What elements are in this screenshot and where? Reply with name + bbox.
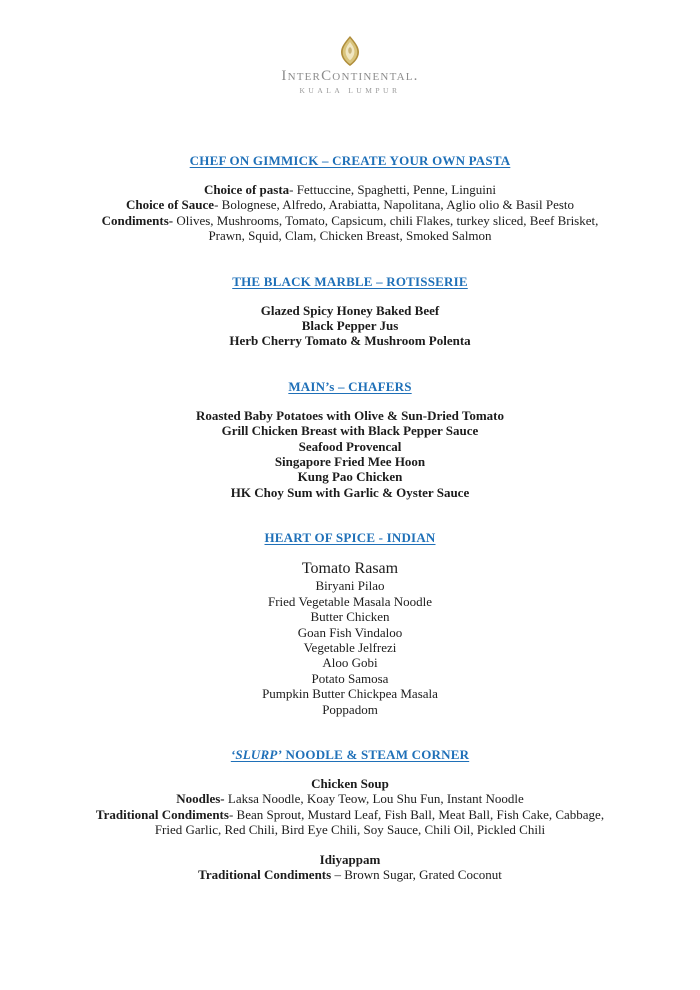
section-header — [50, 747, 650, 762]
section-header — [50, 379, 650, 394]
hotel-logo — [0, 36, 700, 96]
menu-section-black-marble-rotisserie — [50, 274, 650, 349]
menu-text: Goan Fish Vindaloo — [297, 624, 403, 640]
menu-text: Traditional Condiments — [198, 866, 332, 882]
menu-block — [50, 776, 650, 838]
section-header — [50, 530, 650, 545]
menu-section-mains-chafers — [50, 379, 650, 500]
menu-line — [50, 408, 650, 423]
menu-section-chef-on-gimmick — [50, 153, 650, 244]
menu-line — [50, 423, 650, 438]
menu-text: HK Choy Sum with Garlic & Oyster Sauce — [230, 484, 470, 500]
menu-text: Butter Chicken — [310, 609, 390, 625]
menu-text: Roasted Baby Potatoes with Olive & Sun-Dried Tomato — [195, 407, 505, 423]
menu-text: Herb Cherry Tomato & Mushroom Polenta — [229, 333, 471, 349]
menu-text: - Fettuccine, Spaghetti, Penne, Linguini — [289, 182, 497, 197]
menu-line — [50, 454, 650, 469]
menu-line — [50, 822, 650, 837]
menu-line — [50, 197, 650, 212]
menu-text: Noodles- — [176, 791, 225, 807]
menu-line — [50, 686, 650, 701]
menu-line — [50, 213, 650, 228]
menu-text: Potato Samosa — [311, 670, 389, 686]
menu-section-slurp-noodle-steam-corner — [50, 747, 650, 882]
menu-text: – Brown Sugar, Grated Coconut — [331, 866, 502, 882]
menu-line — [50, 485, 650, 500]
menu-text: Pumpkin Butter Chickpea Masala — [262, 686, 438, 702]
menu-line — [50, 702, 650, 717]
menu-section-heart-of-spice-indian — [50, 530, 650, 717]
menu-text: Vegetable Jelfrezi — [303, 639, 397, 655]
menu-block — [50, 559, 650, 717]
menu-line — [50, 609, 650, 624]
menu-text: Fried Garlic, Red Chili, Bird Eye Chili, Soy Sauce, Chili Oil, Pickled Chili — [154, 822, 546, 838]
menu-text: Prawn, Squid, Clam, Chicken Breast, Smoked Salmon — [208, 228, 492, 244]
menu-line — [50, 625, 650, 640]
menu-line — [50, 867, 650, 882]
menu-text: Tomato Rasam — [301, 560, 399, 578]
menu-text: - Bolognese, Alfredo, Arabiatta, Napolitana, Aglio olio & Basil Pesto — [214, 197, 575, 213]
menu-text: Biryani Pilao — [315, 578, 385, 594]
menu-line — [50, 852, 650, 867]
menu-line — [50, 578, 650, 593]
menu-text: Poppadom — [322, 701, 378, 717]
menu-text: - Bean Sprout, Mustard Leaf, Fish Ball, Meat Ball, Fish Cake, Cabbage, — [228, 806, 605, 822]
menu-line — [50, 559, 650, 578]
section-header-text: NOODLE & STEAM CORNER — [282, 746, 470, 762]
menu-text: Fried Vegetable Masala Noodle — [267, 593, 433, 609]
section-header — [50, 274, 650, 289]
menu-line — [50, 655, 650, 670]
menu-line — [50, 333, 650, 348]
menu-line — [50, 791, 650, 806]
menu-block — [50, 182, 650, 244]
section-header-text: THE BLACK MARBLE – ROTISSERIE — [232, 273, 468, 289]
menu-text: Choice of pasta — [203, 182, 290, 197]
menu-text: Aloo Gobi — [322, 655, 378, 671]
hotel-brand-name: InterContinental. — [281, 68, 419, 84]
menu-text: Chicken Soup — [311, 775, 389, 791]
menu-line — [50, 640, 650, 655]
menu-text: Traditional Condiments — [95, 806, 229, 822]
menu-line — [50, 228, 650, 243]
section-header-text: MAIN’s – CHAFERS — [288, 378, 412, 394]
menu-line — [50, 469, 650, 484]
menu-block — [50, 303, 650, 349]
menu-text: Choice of Sauce — [125, 197, 215, 213]
menu-text: Laksa Noodle, Koay Teow, Lou Shu Fun, Instant Noodle — [224, 791, 524, 807]
hotel-location: KUALA LUMPUR — [299, 86, 401, 95]
section-header-text: ‘SLURP’ — [230, 746, 283, 762]
menu-text: Black Pepper Jus — [301, 318, 399, 334]
menu-line — [50, 807, 650, 822]
intercontinental-emblem-icon — [338, 36, 362, 66]
menu-text: Seafood Provencal — [298, 438, 402, 454]
menu-line — [50, 671, 650, 686]
menu-block — [50, 852, 650, 883]
menu-line — [50, 439, 650, 454]
menu-text: Glazed Spicy Honey Baked Beef — [260, 302, 440, 318]
menu-text: Idiyappam — [319, 851, 381, 867]
section-header-text: CHEF ON GIMMICK – CREATE YOUR OWN PASTA — [189, 153, 511, 168]
menu-line — [50, 594, 650, 609]
menu-text: Grill Chicken Breast with Black Pepper Sauce — [221, 423, 479, 439]
menu-text: Singapore Fried Mee Hoon — [274, 454, 426, 470]
menu-text: Olives, Mushrooms, Tomato, Capsicum, chili Flakes, turkey sliced, Beef Brisket, — [173, 212, 599, 228]
menu-line — [50, 182, 650, 197]
section-header — [50, 153, 650, 168]
menu-text: Kung Pao Chicken — [297, 469, 403, 485]
menu-line — [50, 318, 650, 333]
menu-line — [50, 303, 650, 318]
menu-text: Condiments- — [101, 212, 174, 228]
menu-line — [50, 776, 650, 791]
menu-block — [50, 408, 650, 500]
section-header-text: HEART OF SPICE - INDIAN — [264, 530, 436, 546]
menu-content — [50, 153, 650, 882]
